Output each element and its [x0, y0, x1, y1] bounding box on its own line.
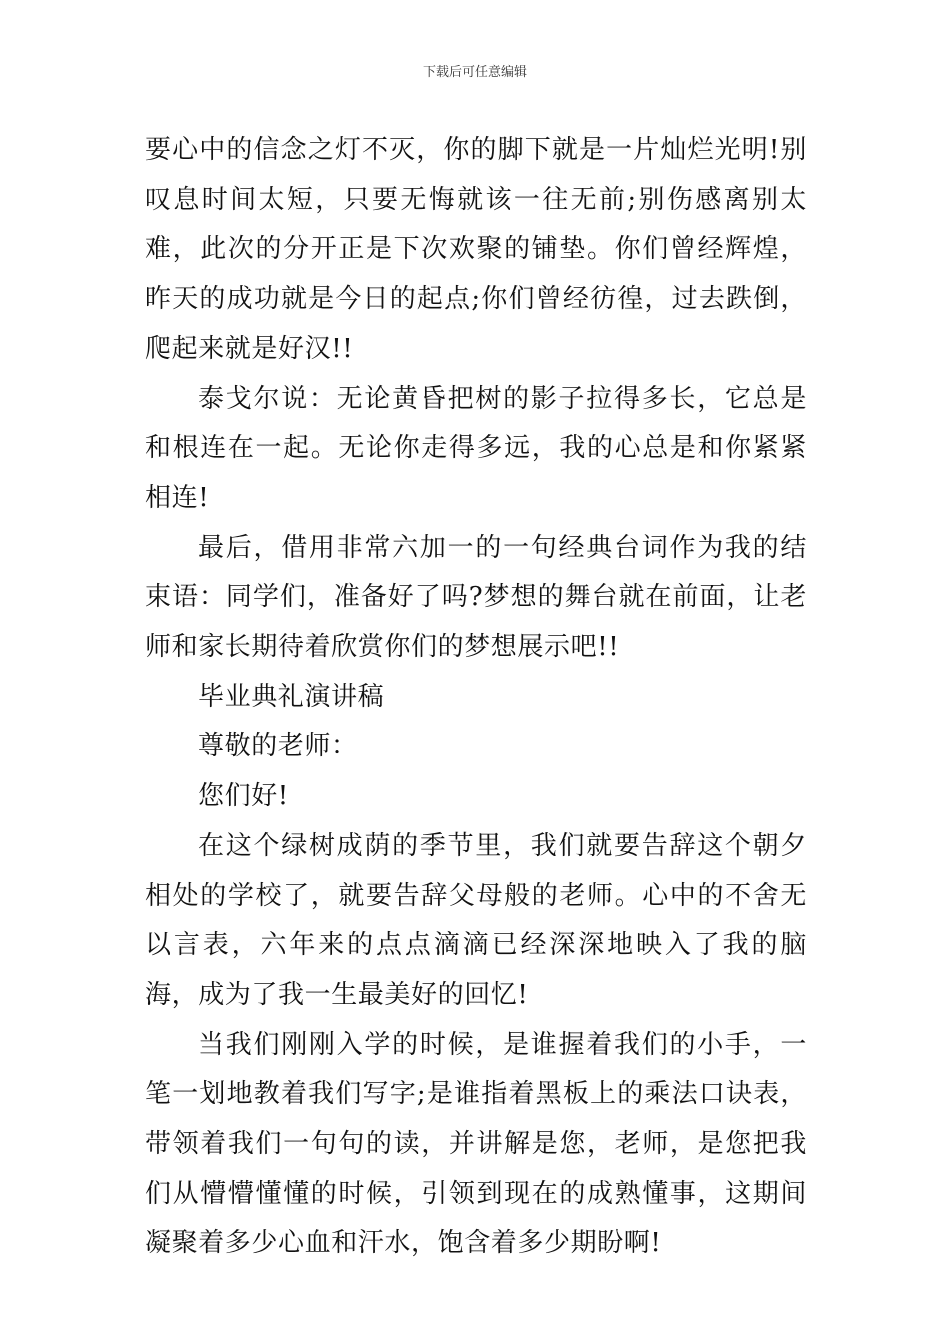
document-body [145, 126, 807, 1269]
page-header: 下载后可任意编辑 [422, 65, 527, 80]
paragraph-closing: 最后，借用非常六加一的一句经典台词作为我的结束语：同学们，准备好了吗?梦想的舞台就在前面，让老师和家长期待着欣赏你们的梦想展示吧!! [145, 532, 807, 663]
paragraph-tagore-quote: 泰戈尔说：无论黄昏把树的影子拉得多长，它总是和根连在一起。无论你走得多远，我的心总是和你紧紧相连! [145, 383, 807, 513]
paragraph-memories: 当我们刚刚入学的时候，是谁握着我们的小手，一笔一划地教着我们写字;是谁指着黑板上的乘法口诀表，带领着我们一句句的读，并讲解是您，老师，是您把我们从懵懵懂懂的时候，引领到现在的成熟懂事，这期间凝聚着多少心血和汗水，饱含着多少期盼啊! [145, 1029, 807, 1259]
paragraph-farewell: 在这个绿树成荫的季节里，我们就要告辞这个朝夕相处的学校了，就要告辞父母般的老师。心中的不舍无以言表，六年来的点点滴滴已经深深地映入了我的脑海，成为了我一生最美好的回忆! [145, 830, 807, 1010]
speech-title: 毕业典礼演讲稿 [198, 681, 385, 712]
greeting: 您们好! [198, 781, 289, 812]
paragraph-continuation: 要心中的信念之灯不灭，你的脚下就是一片灿烂光明!别叹息时间太短，只要无悔就该一往无前;别伤感离别太难，此次的分开正是下次欢聚的铺垫。你们曾经辉煌，昨天的成功就是今日的起点;你们曾经彷徨，过去跌倒，爬起来就是好汉!! [145, 135, 807, 364]
salutation: 尊敬的老师： [198, 731, 358, 762]
